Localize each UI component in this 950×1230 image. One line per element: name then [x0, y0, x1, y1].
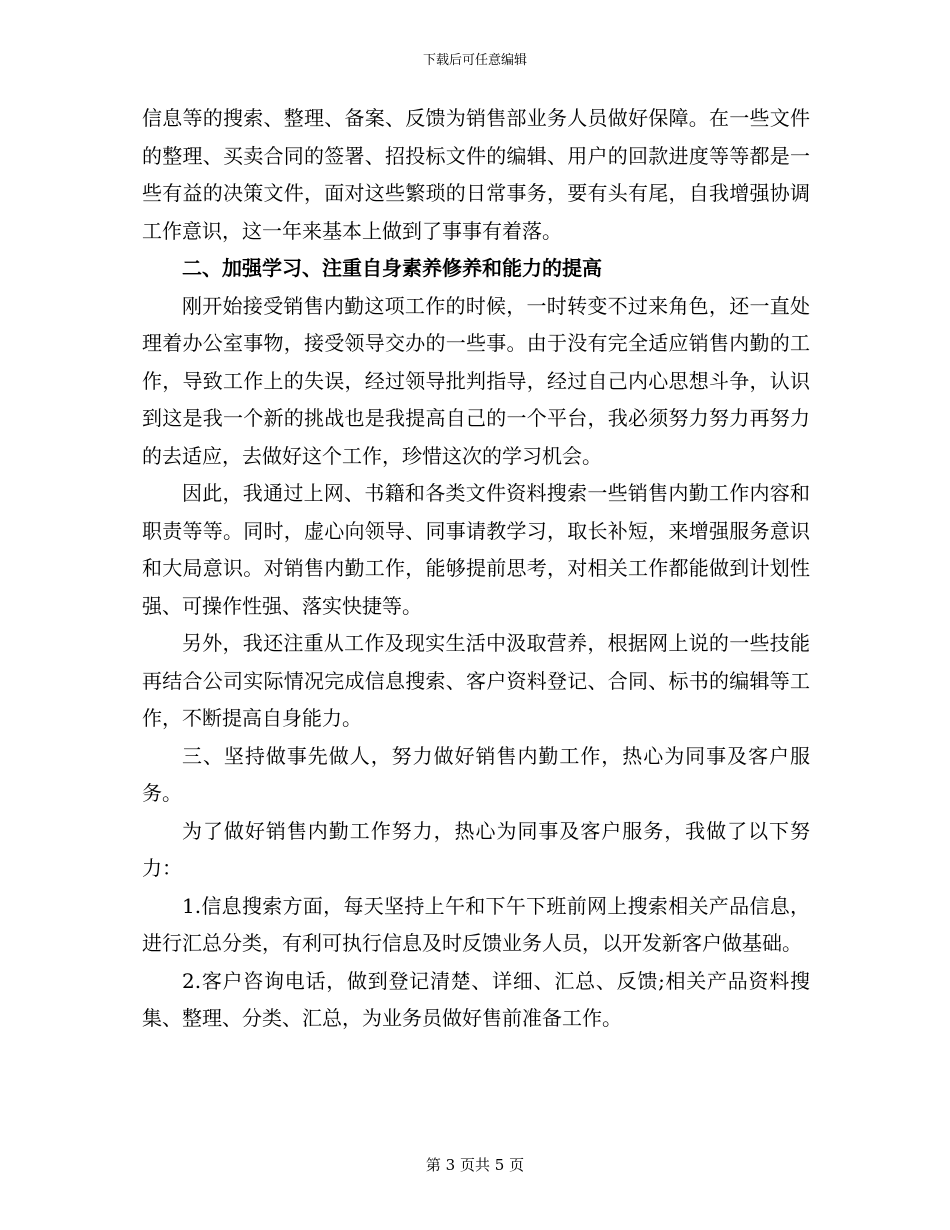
page-indicator: 第 3 页共 5 页 [425, 1156, 525, 1174]
section-heading-3: 三、坚持做事先做人，努力做好销售内勤工作，热心为同事及客户服务。 [142, 743, 810, 805]
paragraph: 刚开始接受销售内勤这项工作的时候，一时转变不过来角色，还一直处理着办公室事物，接受领导交办的一些事。由于没有完全适应销售内勤的工作，导致工作上的失误，经过领导批判指导，经过自己内心思想斗争，认识到这是我一个新的挑战也是我提高自己的一个平台，我必须努力努力再努力的去适应，去做好这个工作，珍惜这次的学习机会。 [142, 293, 810, 468]
list-item: 1.信息搜索方面，每天坚持上午和下午下班前网上搜索相关产品信息，进行汇总分类，有利可执行信息及时反馈业务人员，以开发新客户做基础。 [142, 893, 810, 955]
paragraph: 因此，我通过上网、书籍和各类文件资料搜索一些销售内勤工作内容和职责等等。同时，虚心向领导、同事请教学习，取长补短，来增强服务意识和大局意识。对销售内勤工作，能够提前思考，对相关工作都能做到计划性强、可操作性强、落实快捷等。 [142, 481, 810, 618]
paragraph: 另外，我还注重从工作及现实生活中汲取营养，根据网上说的一些技能再结合公司实际情况完成信息搜索、客户资料登记、合同、标书的编辑等工作，不断提高自身能力。 [142, 631, 810, 730]
section-heading-2: 二、加强学习、注重自身素养修养和能力的提高 [182, 256, 602, 280]
header-note: 下载后可任意编辑 [422, 53, 527, 68]
list-item: 2.客户咨询电话，做到登记清楚、详细、汇总、反馈;相关产品资料搜集、整理、分类、汇总，为业务员做好售前准备工作。 [142, 968, 810, 1030]
paragraph: 为了做好销售内勤工作努力，热心为同事及客户服务，我做了以下努力： [142, 818, 810, 880]
document-body [142, 100, 810, 1038]
paragraph-continuation: 信息等的搜索、整理、备案、反馈为销售部业务人员做好保障。在一些文件的整理、买卖合同的签署、招投标文件的编辑、用户的回款进度等等都是一些有益的决策文件，面对这些繁琐的日常事务，要有头有尾，自我增强协调工作意识，这一年来基本上做到了事事有着落。 [142, 106, 810, 243]
